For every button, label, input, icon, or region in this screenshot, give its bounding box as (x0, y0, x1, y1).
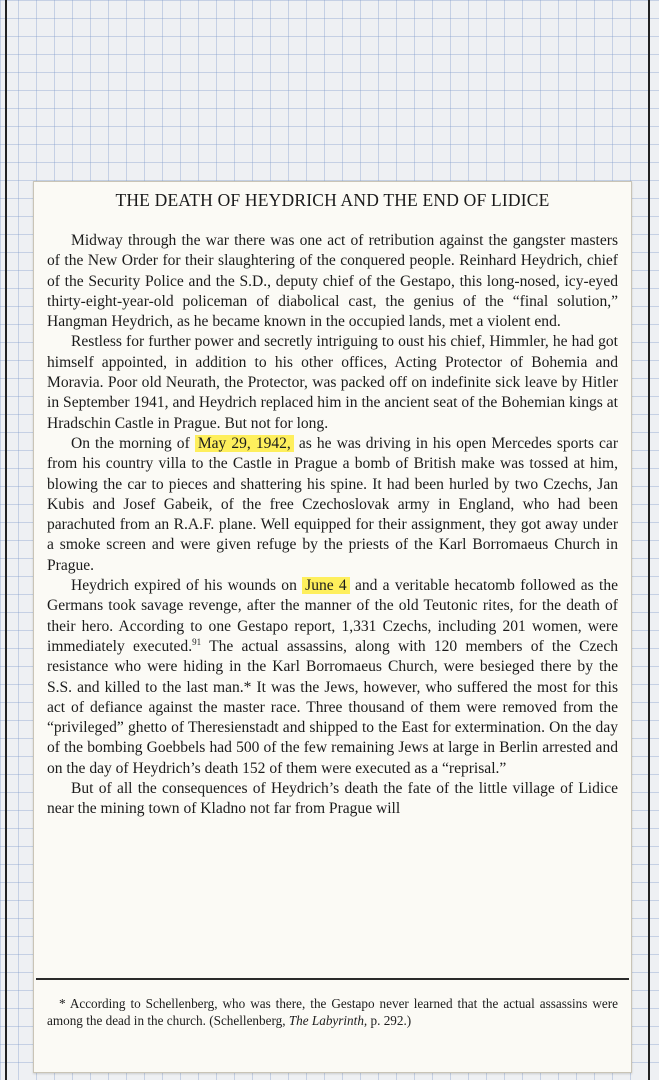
footnote-text (47, 995, 618, 1029)
right-margin-line (648, 0, 650, 1080)
paragraph-2: Restless for further power and secretly intriguing to oust his chief, Himmler, he had got himself appointed, in addition to his other offices, Acting Protector of Bohemia and Moravia. Poor old Neurath, the Protector, was packed off on indefinite sick leave by Hitler in September 1941, and Heydrich replaced him in the ancient seat of the Bohemian kings at Hradschin Castle in Prague. But not for long. (47, 333, 618, 432)
paragraph-3 (47, 434, 618, 576)
paragraph-3-rest: as he was driving in his open Mercedes sports car from his country villa to the Castle in Prague a bomb of British make was tossed at him, blowing the car to pieces and shattering his spine. It had been hurled by two Czechs, Jan Kubis and Josef Gabeik, of the free Czechoslovak army in England, who had been parachuted from an R.A.F. plane. Well equipped for their assignment, they got away under a smoke screen and were given refuge by the priests of the Karl Borromaeus Church in Prague. (47, 434, 618, 574)
paragraph-4-start: Heydrich expired of his wounds on (71, 577, 303, 595)
footnote (47, 995, 618, 1029)
paragraph-4-rest: The actual assassins, along with 120 members of the Czech resistance who were hiding in the Karl Borromaeus Church, were besieged there by the S.S. and killed to the last man.* It was the Jews, however, who suffered the most for this act of defiance against the master race. Three thousand of them were removed from the “privileged” ghetto of Theresienstadt and shipped to the East for extermination. On the day of the bombing Goebbels had 500 of the few remaining Jews at large in Berlin arrested and on the day of Heydrich’s death 152 of them were executed as a “reprisal.” (47, 637, 618, 777)
chapter-title: THE DEATH OF HEYDRICH AND THE END OF LIDICE (115, 190, 550, 210)
highlighted-date-june-4: June 4 (302, 577, 350, 594)
paragraph-4 (47, 576, 618, 779)
paragraph-4-middle: and a veritable hecatomb followed as the Germans took savage revenge, after the manner of the old Teutonic rites, for the death of their hero. According to one Gestapo report, 1,331 Czechs, including 201 women, were immediately executed. (47, 577, 618, 655)
highlighted-date-may-29: May 29, 1942, (195, 435, 294, 452)
footnote-end: p. 292.) (367, 1013, 412, 1028)
left-margin-line (5, 0, 7, 1080)
body-text (47, 231, 618, 820)
footnote-start: * According to Schellenberg, who was there, the Gestapo never learned that the actual assassins were among the dead in the church. (Schellenberg, (47, 996, 618, 1028)
paragraph-1: Midway through the war there was one act of retribution against the gangster masters of the New Order for their slaughtering of the conquered people. Reinhard Heydrich, chief of the Security Police and the S.D., deputy chief of the Gestapo, this long-nosed, icy-eyed thirty-eight-year-old policeman of diabolical cast, the genius of the “final solution,” Hangman Heydrich, as he became known in the occupied lands, met a violent end. (47, 232, 618, 331)
paragraph-3-start: On the morning of (71, 434, 195, 452)
footnote-reference-91: 91 (192, 636, 202, 647)
footnote-divider (36, 978, 629, 980)
book-page-clipping (33, 181, 632, 1073)
footnote-book-title: The Labyrinth, (288, 1013, 368, 1028)
paragraph-5: But of all the consequences of Heydrich’s death the fate of the little village of Lidice near the mining town of Kladno not far from Prague will (47, 780, 618, 818)
